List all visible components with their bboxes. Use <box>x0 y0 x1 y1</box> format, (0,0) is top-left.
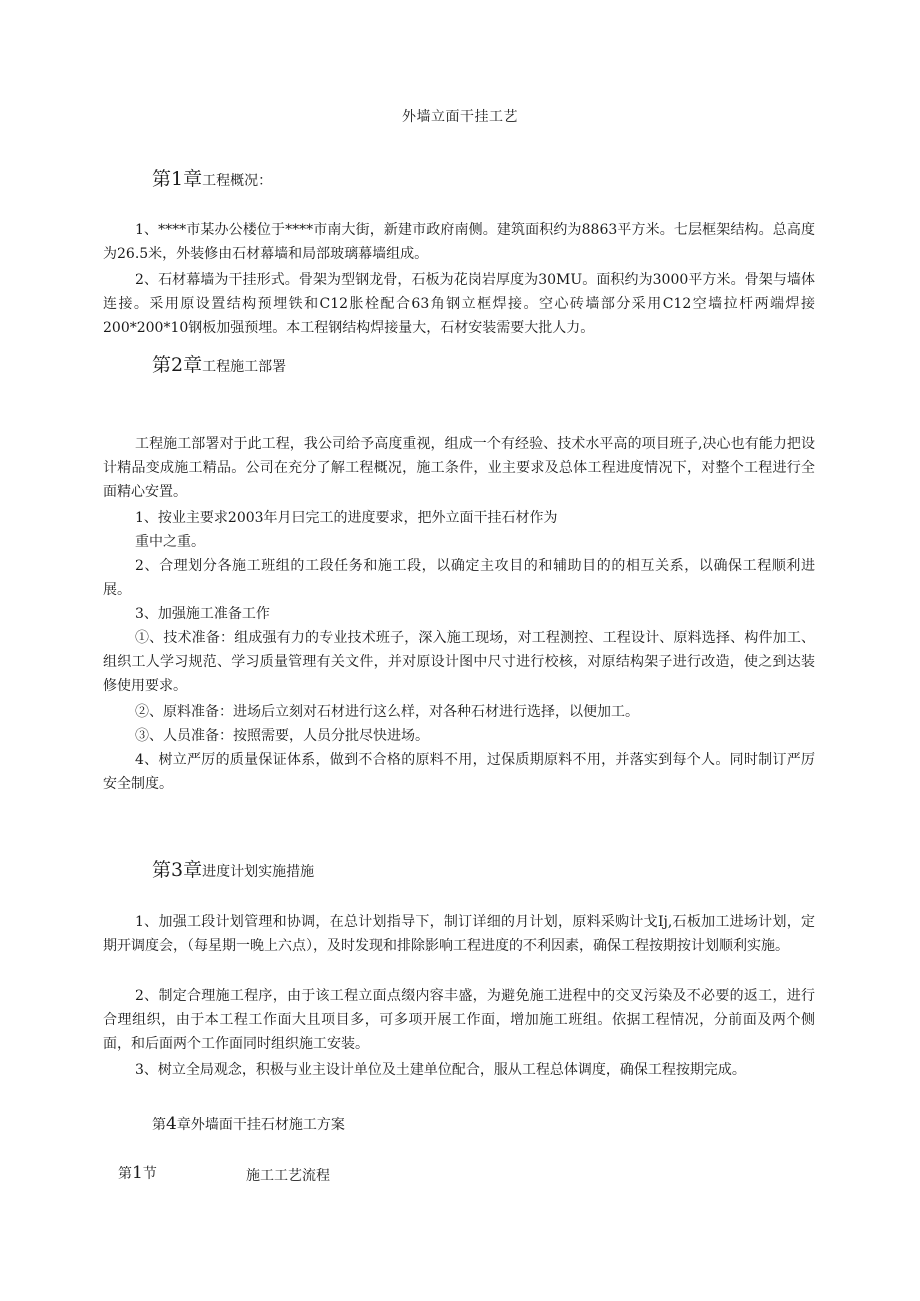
section-1-jie: 节 <box>142 1166 157 1182</box>
chapter-2-intro: 工程施工部署对于此工程，我公司给予高度重视，组成一个有经验、技术水平高的项目班子,决心也有能力把设计精品变成施工精品。公司在充分了解工程概况，施工条件，业主要求及总体工程进度情况下，对整个工程进行全面精心安置。 <box>103 436 815 500</box>
chapter-2-item-3: 3、加强施工准备工作 <box>135 606 270 622</box>
chapter-1-zhang: 章 <box>183 168 203 190</box>
chapter-3-paragraph-1: 1、加强工段计划管理和协调，在总计划指导下，制订详细的月计划，原料采购计戈Ij,石板加工进场计划，定期开调度会，（每星期一晚上六点），及时发现和排除影响工程进度的不利因素，确保工程按期按计划顺利实施。 <box>103 914 815 954</box>
chapter-3-heading <box>152 855 314 882</box>
chapter-3-title: 进度计划实施措施 <box>202 864 315 880</box>
chapter-1-title: 工程概况： <box>202 173 273 189</box>
chapter-4-number: 4 <box>166 1114 177 1134</box>
chapter-1-heading <box>152 164 272 191</box>
chapter-2-prefix: 第 <box>152 354 172 376</box>
chapter-3-paragraph-2: 2、制定合理施工程序，由于该工程立面点缀内容丰盛，为避免施工进程中的交叉污染及不必要的返工，进行合理组织，由于本工程工作面大且项目多，可多项开展工作面，增加施工班组。依据工程情况，分前面及两个侧面，和后面两个工作面同时组织施工安装。 <box>103 988 815 1052</box>
chapter-2-item-3b: ②、原料准备：进场后立刻对石材进行这么样，对各种石材进行选择，以便加工。 <box>135 704 639 720</box>
chapter-1-paragraph-1: 1、****市某办公楼位于****市南大街，新建市政府南侧。建筑面积约为8863平方米。七层框架结构。总高度为26.5米，外装修由石材幕墙和局部玻璃幕墙组成。 <box>103 222 815 262</box>
chapter-1-paragraph-2: 2、石材幕墙为干挂形式。骨架为型钢龙骨，石板为花岗岩厚度为30MU。面积约为3000平方米。骨架与墙体连接。采用原设置结构预埋铁和C12胀栓配合63角钢立框焊接。空心砖墙部分采用C12空墙拉杆两端焊接200*200*10钢板加强预埋。本工程钢结构焊接量大，石材安装需要大批人力。 <box>103 272 815 336</box>
section-1-title: 施工工艺流程 <box>246 1168 330 1184</box>
chapter-2-item-2: 2、合理划分各施工班组的工段任务和施工段，以确定主攻目的和辅助目的的相互关系，以确保工程顺利进展。 <box>103 558 815 598</box>
chapter-2-zhang: 章 <box>183 354 203 376</box>
chapter-1-number: 1 <box>171 168 184 190</box>
chapter-2-item-4: 4、树立严厉的质量保证体系，做到不合格的原料不用，过保质期原料不用，并落实到每个人。同时制订严厉安全制度。 <box>103 752 815 792</box>
section-1-number: 1 <box>132 1163 143 1183</box>
chapter-2-item-3a: ①、技术准备：组成强有力的专业技术班子，深入施工现场，对工程测控、工程设计、原料选择、构件加工、组织工人学习规范、学习质量管理有关文件，并对原设计图中尺寸进行校核，对原结构架子进行改造，使之到达装修使用要求。 <box>103 630 815 694</box>
chapter-3-number: 3 <box>171 859 184 881</box>
chapter-3-prefix: 第 <box>152 859 172 881</box>
chapter-2-heading <box>152 350 286 377</box>
chapter-4-title: 章外墙面干挂石材施工方案 <box>176 1117 345 1133</box>
chapter-4-heading <box>152 1114 345 1134</box>
chapter-2-item-1b: 重中之重。 <box>135 534 205 550</box>
chapter-2-item-3c: ③、人员准备：按照需要，人员分批尽快进场。 <box>135 728 429 744</box>
chapter-1-prefix: 第 <box>152 168 172 190</box>
document-title: 外墙立面干挂工艺 <box>402 109 518 125</box>
chapter-2-title: 工程施工部署 <box>202 359 287 375</box>
chapter-3-zhang: 章 <box>183 859 203 881</box>
chapter-2-number: 2 <box>171 354 184 376</box>
section-1-prefix: 第 <box>118 1166 132 1182</box>
section-1-label <box>118 1163 157 1183</box>
chapter-4-prefix: 第 <box>152 1117 166 1133</box>
chapter-2-item-1a: 1、按业主要求2003年月曰完工的进度要求，把外立面干挂石材作为 <box>135 510 558 526</box>
chapter-3-paragraph-3: 3、树立全局观念，积极与业主设计单位及土建单位配合，服从工程总体调度，确保工程按期完成。 <box>135 1062 746 1078</box>
